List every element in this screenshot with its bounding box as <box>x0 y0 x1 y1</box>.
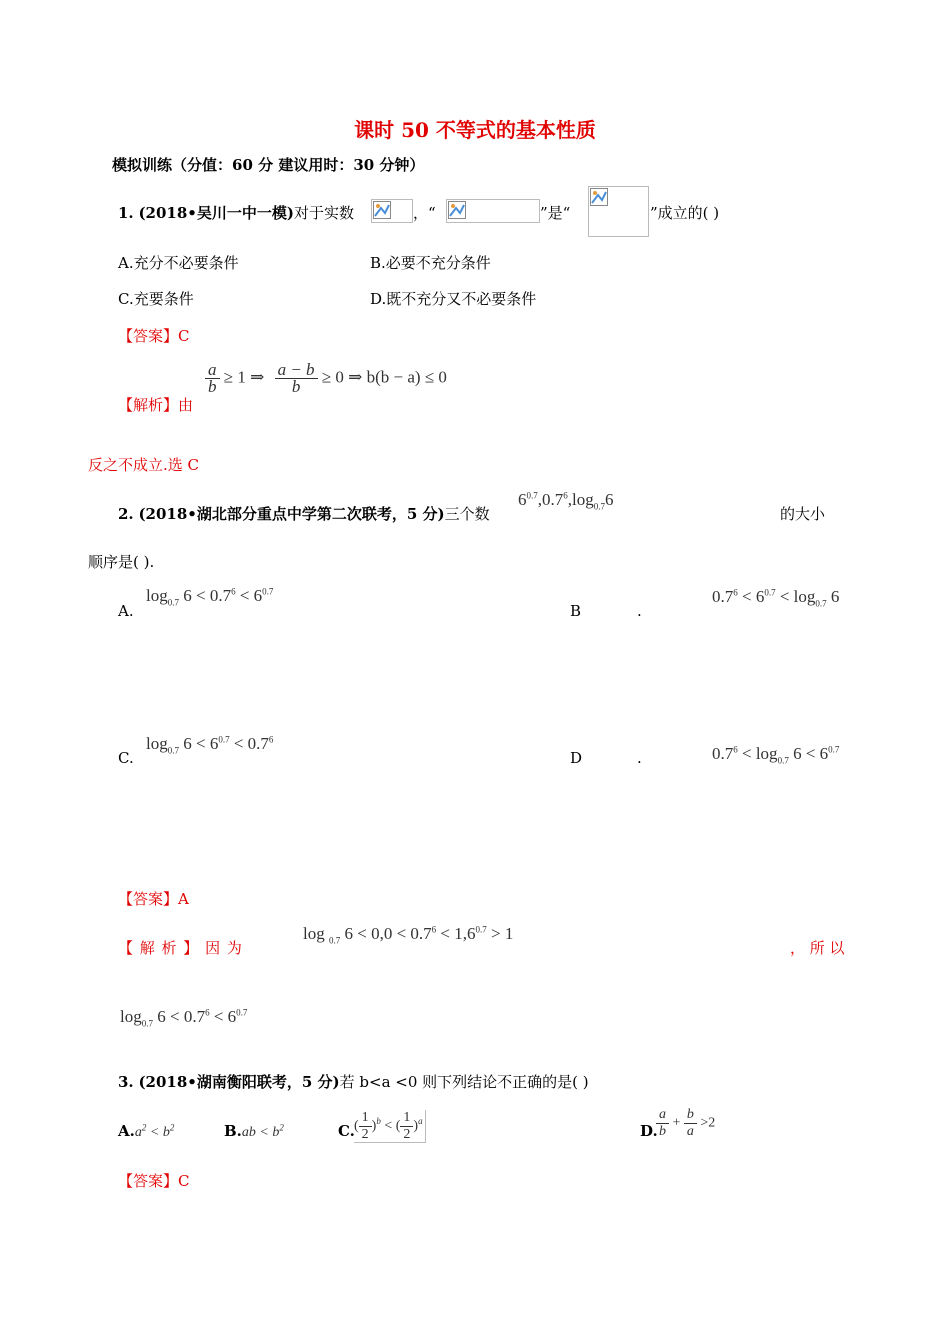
option-a: A.充分不必要条件 <box>118 254 239 272</box>
broken-image-icon <box>446 199 540 223</box>
option-b-formula: $0.7^6 < 6^{0.7} < \log_{0.7} 6$ <box>712 587 840 609</box>
page-title: 课时 50 不等式的基本性质 <box>354 118 596 142</box>
option-d-formula: $\frac{a}{b}$ + $\frac{b}{a}$ >2 <box>656 1107 715 1140</box>
option-c-label: C. <box>118 749 134 767</box>
option-b: $B.ab < b^2$ <box>224 1122 284 1140</box>
option-c-formula: $\log_{0.7} 6 < 6^{0.7} < 0.7^6$ <box>146 734 274 756</box>
question-source: (2018•吴川一中一模) <box>138 204 294 222</box>
question-text: ，“ <box>413 204 436 222</box>
broken-image-icon <box>588 186 649 237</box>
option-d: D.既不充分又不必要条件 <box>370 290 537 308</box>
analysis-formula: $\frac{a}{b}$ ≥ 1 ⇒ $\frac{a - b}{b}$ ≥ 0 ⇒ b(b − a) ≤ 0 <box>205 362 447 395</box>
question-2 <box>118 503 490 524</box>
numbers-formula: $6^{0.7},0.7^6,\log_{0.7}6$ <box>518 490 614 512</box>
option-a-label: A. <box>118 602 134 620</box>
question-text: 顺序是( ). <box>88 553 155 571</box>
question-text: 的大小 <box>780 505 826 523</box>
analysis-end: ， 所 以 <box>790 939 845 957</box>
answer-label: 【答案】C <box>118 1172 190 1190</box>
answer-label: 【答案】C <box>118 327 190 345</box>
analysis-formula: log $_{0.7}$ $6 < 0,0 < 0.7^6 < 1,6^{0.7} > 1$ <box>303 924 514 946</box>
option-b-dot: . <box>637 602 642 620</box>
question-number: 1. <box>118 204 134 222</box>
question-text: ”是“ <box>540 204 571 222</box>
broken-image-icon <box>371 199 413 223</box>
subtitle: 模拟训练（分值：60 分 建议用时：30 分钟） <box>112 156 425 174</box>
question-number: 3. <box>118 1073 134 1091</box>
option-d-label: D <box>570 749 583 767</box>
question-3 <box>118 1071 589 1092</box>
option-a: $A.a^2 < b^2$ <box>118 1122 175 1140</box>
analysis-label: 【 解 析 】 因 为 <box>118 939 242 957</box>
option-b-label: B <box>570 602 582 620</box>
option-c-formula: ( $\frac{1}{2}$ )$^b$ < ( $\frac{1}{2}$ )$^a$ <box>354 1110 426 1143</box>
option-a-formula: $\log_{0.7} 6 < 0.7^6 < 6^{0.7}$ <box>146 586 274 608</box>
question-1 <box>118 202 354 223</box>
option-d: D. <box>640 1122 658 1140</box>
question-source: (2018•湖南衡阳联考，5 分) <box>138 1073 340 1091</box>
analysis-result: $\log_{0.7} 6 < 0.7^6 < 6^{0.7}$ <box>120 1007 248 1029</box>
question-source: (2018•湖北部分重点中学第二次联考，5 分) <box>138 505 445 523</box>
question-text: 三个数 <box>444 505 490 523</box>
option-c: C.充要条件 <box>118 290 194 308</box>
question-text: 若 b<a <0 则下列结论不正确的是( ) <box>339 1073 589 1091</box>
answer-label: 【答案】A <box>118 890 189 908</box>
analysis-label: 【解析】由 <box>118 396 194 414</box>
conclusion: 反之不成立.选 C <box>88 456 200 474</box>
option-b: B.必要不充分条件 <box>370 254 491 272</box>
option-c: C. <box>338 1122 355 1140</box>
question-number: 2. <box>118 505 134 523</box>
question-text: 对于实数 <box>293 204 354 222</box>
option-d-formula: $0.7^6 < \log_{0.7} 6 < 6^{0.7}$ <box>712 744 840 766</box>
option-d-dot: . <box>637 749 642 767</box>
question-text: ”成立的( ) <box>650 204 720 222</box>
